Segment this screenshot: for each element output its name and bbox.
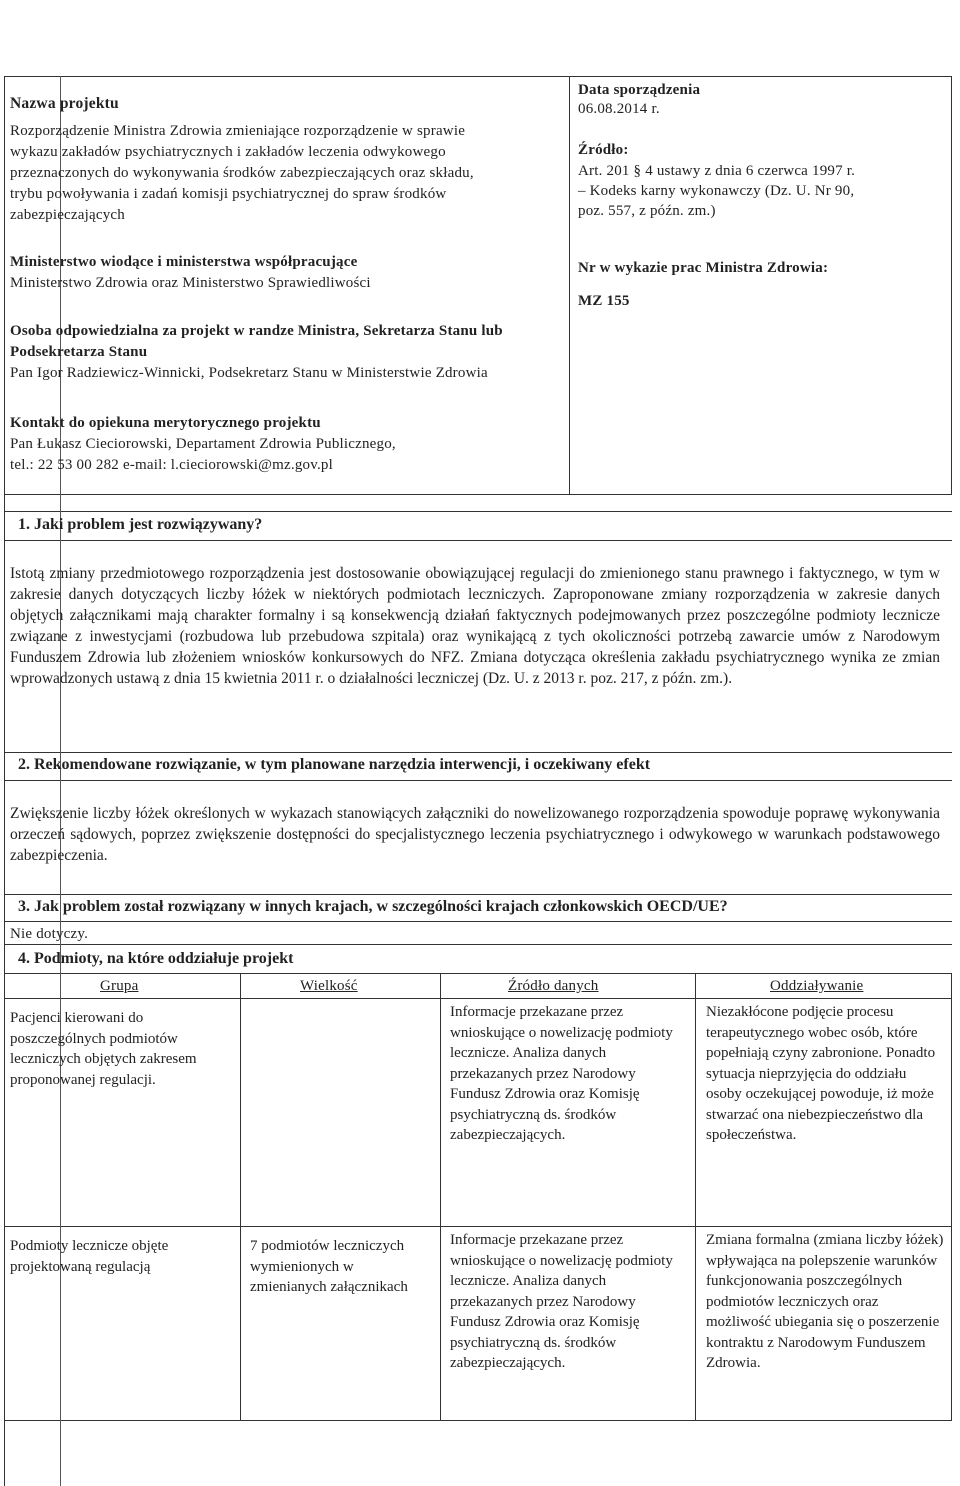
- section2-title: 2. Rekomendowane rozwiązanie, w tym planowane narzędzia interwencji, i oczekiwany efekt: [18, 756, 651, 773]
- date-label: Data sporządzenia: [578, 82, 701, 98]
- section2-top-border: [4, 752, 952, 753]
- table-right-border: [951, 973, 952, 1420]
- responsible-label: Osoba odpowiedzialna za projekt w randze Ministra, Sekretarza Stanu lub Podsekretarza Stanu: [10, 323, 503, 360]
- page-left-border: [4, 76, 5, 1486]
- source-label: Źródło:: [578, 142, 629, 158]
- col-header-grupa: Grupa: [100, 978, 139, 994]
- row1-zrodlo: Informacje przekazane przez wnioskujące o nowelizację podmioty lecznicze. Analiza danych przekazanych przez Narodowy Fundusz Zdrowia oraz Komisję psychiatryczną ds. środków zabezpieczających.: [450, 1004, 673, 1143]
- section3-top-border: [4, 894, 952, 895]
- row2-grupa: Podmioty lecznicze objęte projektowaną regulacją: [10, 1238, 169, 1275]
- row2-oddzialywanie: Zmiana formalna (zmiana liczby łóżek) wpływająca na polepszenie warunków funkcjonowania poszczególnych podmiotów leczniczych oraz możliwość ubiegania się o poszerzenie kontraktu z Narodowym Funduszem Zdrowia.: [706, 1232, 944, 1371]
- row1-grupa: Pacjenci kierowani do poszczególnych podmiotów leczniczych objętych zakresem proponowanej regulacji.: [10, 1010, 197, 1088]
- row2-zrodlo: Informacje przekazane przez wnioskujące o nowelizację podmioty lecznicze. Analiza danych przekazanych przez Narodowy Fundusz Zdrowia oraz Komisję psychiatryczną ds. środków zabezpieczających.: [450, 1232, 673, 1371]
- responsible-value: Pan Igor Radziewicz-Winnicki, Podsekretarz Stanu w Ministerstwie Zdrowia: [10, 365, 488, 381]
- ministry-value: Ministerstwo Zdrowia oraz Ministerstwo Sprawiedliwości: [10, 275, 371, 291]
- col-header-zrodlo: Źródło danych: [508, 978, 599, 994]
- section2-bottom-border: [4, 780, 952, 781]
- table-col-divider-2: [440, 973, 441, 1420]
- section3-title: 3. Jak problem został rozwiązany w innych krajach, w szczególności krajach członkowskich OECD/UE?: [18, 898, 728, 915]
- section4-title: 4. Podmioty, na które oddziałuje projekt: [18, 950, 294, 967]
- source-line3: poz. 557, z późn. zm.): [578, 203, 716, 219]
- section3-body: Nie dotyczy.: [10, 926, 89, 942]
- col-header-oddzialywanie: Oddziaływanie: [770, 978, 864, 994]
- table-col-divider-3: [695, 973, 696, 1420]
- contact-value-line1: Pan Łukasz Cieciorowski, Departament Zdrowia Publicznego,: [10, 436, 396, 452]
- section1-top-border: [4, 511, 952, 512]
- date-value: 06.08.2014 r.: [578, 101, 660, 117]
- list-value: MZ 155: [578, 293, 630, 309]
- row2-wielkosc: 7 podmiotów leczniczych wymienionych w zmienianych załącznikach: [250, 1238, 408, 1295]
- table-col-divider-1: [240, 973, 241, 1420]
- table-row2-bottom-border: [4, 1420, 952, 1421]
- section4-top-border: [4, 944, 952, 945]
- right-border: [951, 76, 952, 494]
- table-header-bottom-border: [4, 998, 952, 999]
- list-label: Nr w wykazie prac Ministra Zdrowia:: [578, 260, 829, 276]
- page-top-border: [4, 76, 952, 77]
- project-title: Rozporządzenie Ministra Zdrowia zmieniające rozporządzenie w sprawie wykazu zakładów psychiatrycznych i zakładów leczenia odwykowego przeznaczonych do wykonywania środków zabezpieczających oraz składu, trybu powoływania i zadań komisji psychiatrycznej do spraw środków zabezpieczających: [10, 123, 474, 223]
- contact-value-line2: tel.: 22 53 00 282 e-mail: l.cieciorowski@mz.gov.pl: [10, 457, 333, 473]
- section3-bottom-border: [4, 921, 952, 922]
- contact-label: Kontakt do opiekuna merytorycznego projektu: [10, 415, 321, 431]
- table-row1-bottom-border: [4, 1226, 952, 1227]
- section2-body: Zwiększenie liczby łóżek określonych w wykazach stanowiących załączniki do nowelizowanego rozporządzenia spowoduje poprawę wykonywania orzeczeń sądowych, poprzez zwiększenie dostępności do specjalistycznego leczenia psychiatrycznego i odwykowego w warunkach podstawowego zabezpieczenia.: [10, 805, 940, 864]
- section4-bottom-border: [4, 973, 952, 974]
- row1-oddzialywanie: Niezakłócone podjęcie procesu terapeutycznego wobec osób, które popełniają czyny zabronione. Ponadto sytuacja nieprzyjęcia do oddziału osoby oczekującej powoduje, iż może stwarzać ona niebezpieczeństwo dla społeczeństwa.: [706, 1004, 936, 1143]
- project-name-label: Nazwa projektu: [10, 95, 119, 112]
- source-line1: Art. 201 § 4 ustawy z dnia 6 czerwca 1997 r.: [578, 163, 856, 179]
- section1-title: 1. Jaki problem jest rozwiązywany?: [18, 516, 263, 533]
- source-line2: – Kodeks karny wykonawczy (Dz. U. Nr 90,: [578, 183, 855, 199]
- header-column-divider: [569, 76, 570, 494]
- header-bottom-border: [4, 494, 952, 495]
- section1-body: Istotą zmiany przedmiotowego rozporządzenia jest dostosowanie obowiązującej regulacji do zmienionego stanu prawnego i faktycznego, w tym w zakresie danych dotyczących liczby łóżek w niektórych podmiotach leczniczych. Zaproponowane zmiany rozporządzenia w zakresie danych objętych załącznikami mają charakter formalny i są konsekwencją działań faktycznych podejmowanych przez poszczególne podmioty lecznicze związane z inwestycjami (rozbudowa lub przebudowa szpitala) oraz wynikającą z tych okoliczności potrzebą zawarcie umów z Narodowym Funduszem Zdrowia lub złożeniem wniosków konkursowych do NFZ. Zmiana dotycząca określenia zakładu psychiatrycznego wynika ze zmian wprowadzonych ustawą z dnia 15 kwietnia 2011 r. o działalności leczniczej (Dz. U. z 2013 r. poz. 217, z późn. zm.).: [10, 565, 940, 687]
- section1-bottom-border: [4, 540, 952, 541]
- ministry-label: Ministerstwo wiodące i ministerstwa współpracujące: [10, 254, 358, 270]
- col-header-wielkosc: Wielkość: [300, 978, 358, 994]
